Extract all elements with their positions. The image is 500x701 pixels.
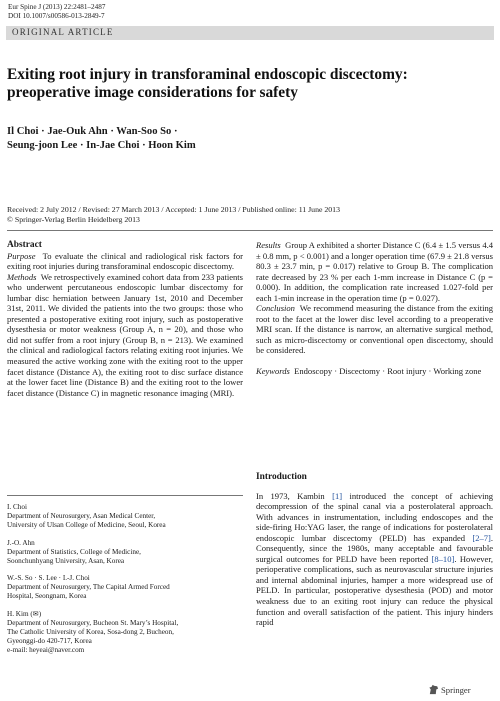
abstract-purpose	[7, 251, 243, 272]
publication-dates	[7, 205, 487, 224]
authors-line-2: Seung-joon Lee · In-Jae Choi · Hoon Kim	[7, 140, 196, 151]
abstract-methods	[7, 272, 243, 399]
affiliation-4-dept: Department of Neurosurgery, Bucheon St. Mary’s Hospital,	[7, 619, 179, 628]
purpose-text: To evaluate the clinical and radiological risk factors for exiting root injuries during transforaminal endoscopic discectomy.	[7, 250, 243, 272]
journal-header	[8, 3, 105, 21]
affiliation-2-dept: Department of Statistics, College of Medicine,	[7, 547, 141, 556]
affiliation-3-inst: Hospital, Seongnam, Korea	[7, 592, 87, 601]
springer-horse-icon	[428, 684, 439, 695]
intro-text-2: introduced the concept of achieving decompression of the spinal canal via a posterolateral approach. With advances in instrumentation, including endoscopes and the side-firing Ho:YAG laser, the range of indications for posterolateral endoscopic lumbar discectomy (PELD) has expanded	[256, 490, 494, 543]
intro-text-1: In 1973, Kambin	[256, 490, 333, 501]
affiliation-2-inst: Soonchunhyang University, Asan, Korea	[7, 556, 125, 565]
affiliation-4-inst: The Catholic University of Korea, Sosa-dong 2, Bucheon,	[7, 627, 174, 636]
conclusion-label: Conclusion	[256, 303, 295, 314]
corresponding-email[interactable]: e-mail: heyeai@naver.com	[7, 645, 85, 654]
affiliation-3	[7, 574, 243, 601]
keywords-text: Endoscopy · Discectomy · Root injury · Working zone	[294, 366, 482, 377]
publisher-name: Springer	[441, 685, 471, 695]
affiliation-4	[7, 610, 243, 655]
authors-line-1: Il Choi · Jae-Ouk Ahn · Wan-Soo So ·	[7, 126, 178, 137]
affiliation-3-dept: Department of Neurosurgery, The Capital Armed Forced	[7, 583, 170, 592]
affiliation-1	[7, 503, 243, 530]
affiliation-3-name: W.-S. So · S. Lee · I.-J. Choi	[7, 574, 90, 583]
methods-label: Methods	[7, 271, 37, 282]
introduction-paragraph	[256, 491, 493, 628]
abstract-results	[256, 240, 493, 303]
results-label: Results	[256, 240, 281, 250]
intro-text-4: . However, perioperative complications, such as neurovascular structure injuries and internal abdominal injuries, hamper a more widespread use of PELD. In particular, postoperative dysesthesia (POD) and motor weakness due to an exiting root injury can reduce the physical function and overall satisfaction of the patient. This injury hinders rapid	[256, 553, 493, 628]
history-dates: Received: 2 July 2012 / Revised: 27 March 2013 / Accepted: 1 June 2013 / Published online: 11 June 2013	[7, 205, 340, 214]
intro-text-3: . Consequently, since the 1980s, many acceptable and favourable surgical outcomes for PELD have been reported	[256, 532, 493, 564]
purpose-label: Purpose	[7, 250, 36, 261]
abstract-heading: Abstract	[7, 240, 42, 250]
affiliation-4-name: H. Kim (✉)	[7, 610, 42, 619]
affiliations	[7, 503, 243, 664]
affiliation-1-name: I. Choi	[7, 503, 27, 511]
citation-link-1[interactable]: [1]	[332, 490, 343, 501]
affiliation-4-address: Gyeonggi-do 420-717, Korea	[7, 636, 92, 645]
results-text: Group A exhibited a shorter Distance C (6.4 ± 1.5 versus 4.4 ± 0.8 mm, p < 0.001) and a longer operation time (67.9 ± 21.8 versus 80.3 ± 23.7 min, p = 0.017) relative to Group B. The complication rate decreased by 23 % per each 1-mm increase in Distance C (p = 0.000). In addition, the complication rate increased 1.027-fold per each 1-min increase in the operation time (p = 0.027).	[256, 240, 494, 303]
journal-citation: Eur Spine J (2013) 22:2481–2487	[8, 3, 106, 11]
affiliation-divider	[7, 495, 243, 496]
abstract-continued	[256, 240, 493, 377]
keywords	[256, 366, 493, 377]
introduction-section	[256, 472, 493, 628]
abstract-conclusion	[256, 303, 493, 356]
author-list	[7, 125, 457, 153]
title-line-2: preoperative image considerations for safety	[7, 84, 298, 101]
citation-link-8-10[interactable]: [8–10]	[431, 553, 455, 564]
affiliation-2	[7, 539, 243, 566]
title-line-1: Exiting root injury in transforaminal endoscopic discectomy:	[7, 66, 408, 83]
article-type-band	[6, 26, 494, 40]
header-divider	[7, 230, 493, 231]
affiliation-1-inst: University of Ulsan College of Medicine, Seoul, Korea	[7, 520, 166, 529]
copyright: © Springer-Verlag Berlin Heidelberg 2013	[7, 214, 140, 224]
affiliation-1-dept: Department of Neurosurgery, Asan Medical Center,	[7, 511, 156, 520]
article-title	[7, 66, 477, 102]
keywords-label: Keywords	[256, 366, 290, 377]
citation-link-2-7[interactable]: [2–7]	[472, 532, 491, 543]
introduction-heading: Introduction	[256, 472, 307, 482]
methods-text: We retrospectively examined cohort data from 233 patients who underwent percutaneous endoscopic lumbar discectomy for lumbar disc herniation between January 1st, 2010 and December 31st, 2011. We divided the patients into the two groups: those who presented a postoperative exiting root injury, such as postoperative dysesthesia or motor weakness (Group A, n = 20), and those who did not suffer from a root injury (Group B, n = 213). We examined the clinical and radiological factors relating exiting root injuries. We measured the active working zone with the exiting root to the upper facet distance (Distance A), the exiting root to disc surface distance at the lower facet line (Distance B) and the exiting root to the lower facet distance (Distance C) in magnetic resonance imaging (MRI).	[7, 271, 243, 398]
abstract-section	[7, 240, 243, 398]
journal-doi: DOI 10.1007/s00586-013-2849-7	[8, 12, 105, 20]
affiliation-2-name: J.-O. Ahn	[7, 538, 35, 547]
article-type: ORIGINAL ARTICLE	[12, 27, 114, 37]
publisher-logo	[428, 684, 471, 695]
conclusion-text: We recommend measuring the distance from the exiting root to the facet at the lower disc level according to a preoperative MRI scan. If the distance is narrow, an alternative surgical method, such as micro-discectomy or conventional open discectomy, should be considered.	[256, 303, 493, 356]
